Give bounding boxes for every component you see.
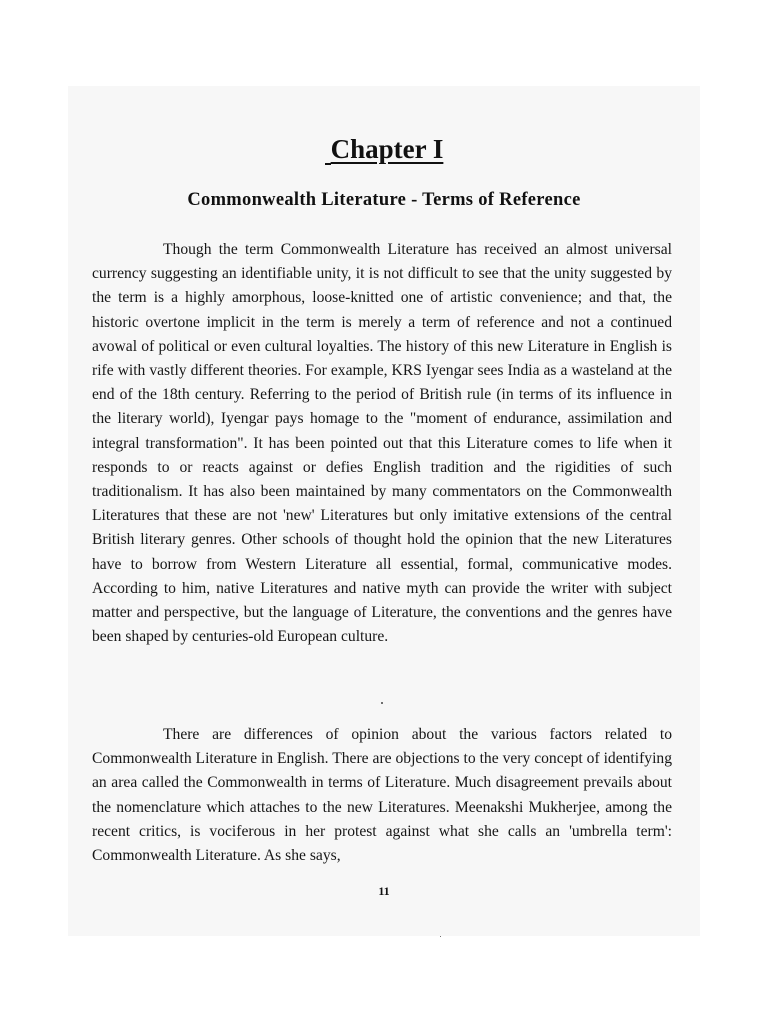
body-paragraph-2: There are differences of opinion about the various factors related to Commonwealth Literature in English. There are objections to the very concept of identifying an area called the Commonwealth in terms of Literature. Much disagreement prevails about the nomenclature which attaches to the new Literatures. Meenakshi Mukherjee, among the recent critics, is vociferous in her protest against what she calls an 'umbrella term': Commonwealth Literature. As she says, — [92, 726, 672, 865]
scan-speck — [381, 702, 383, 704]
chapter-title: Chapter I — [0, 134, 768, 165]
chapter-subtitle: Commonwealth Literature - Terms of Reference — [187, 190, 581, 210]
page-number: 11 — [378, 884, 390, 898]
body-paragraph-1: Though the term Commonwealth Literature has received an almost universal currency suggesting an identifiable unity, it is not difficult to see that the unity suggested by the term is a highly amorphous, loose-knitted one of artistic convenience; and that, the historic overtone implicit in the term is merely a term of reference and not a continued avowal of political or even cultural loyalties. The history of this new Literature in English is rife with vastly different theories. For example, KRS Iyengar sees India as a wasteland at the end of the 18th century. Referring to the period of British rule (in terms of its influence in the literary world), Iyengar pays homage to the "moment of endurance, assimilation and integral transformation". It has been pointed out that this Literature comes to life when it responds to or reacts against or defies English tradition and the rigidities of such traditionalism. It has also been maintained by many commentators on the Commonwealth Literatures that these are not 'new' Literatures but only imitative extensions of the central British literary genres. Other schools of thought hold the opinion that the new Literatures have to borrow from Western Literature all essential, formal, communicative modes. According to him, native Literatures and native myth can provide the writer with subject matter and perspective, but the language of Literature, the conventions and the genres have been shaped by centuries-old European culture. — [92, 241, 672, 646]
scan-speck — [440, 936, 441, 937]
